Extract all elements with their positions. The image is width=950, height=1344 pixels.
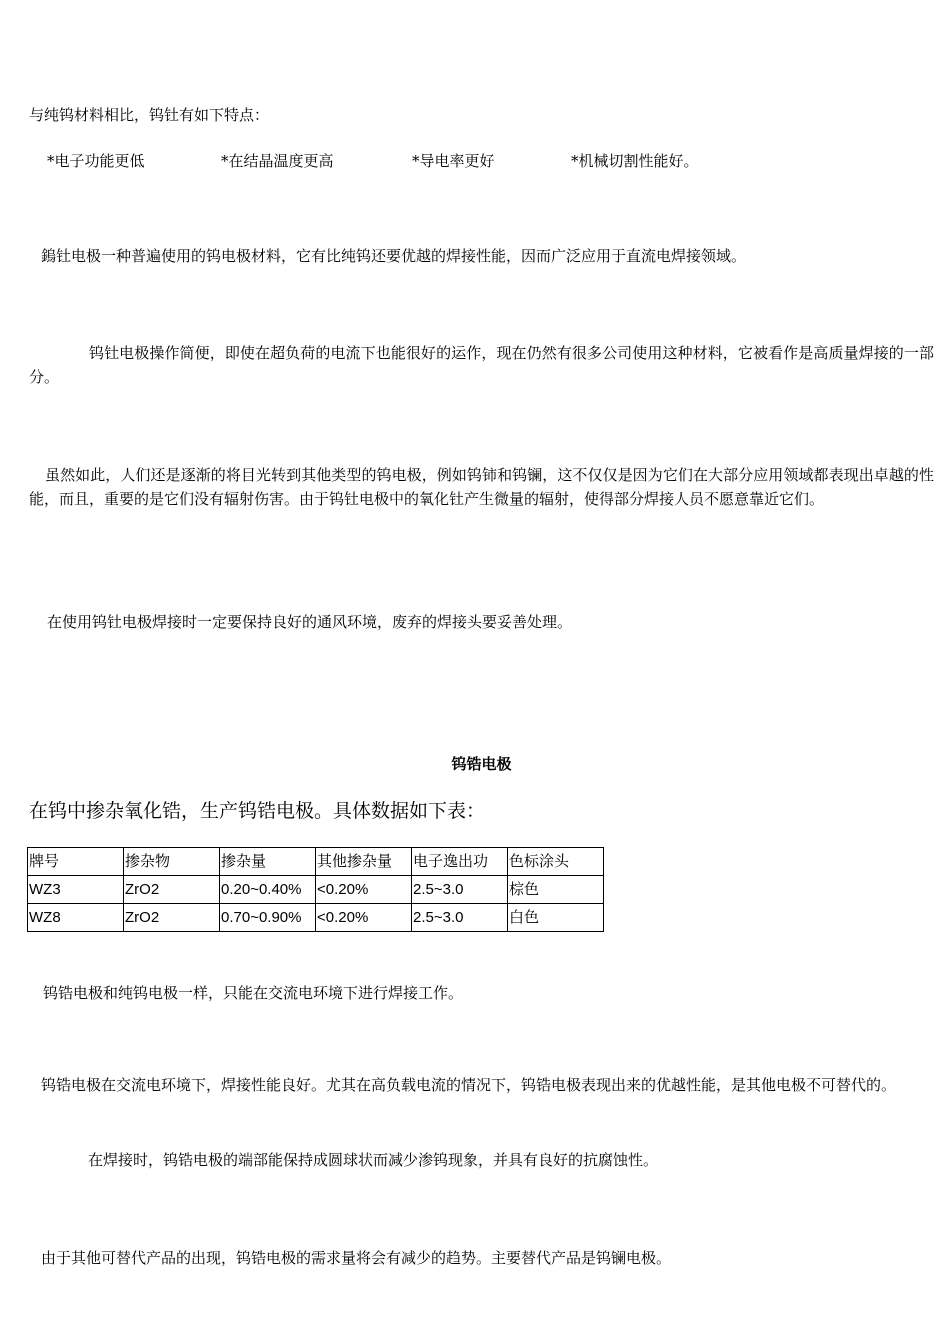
feature-conductivity: *导电率更好 — [412, 152, 495, 170]
paragraph-zirconium-tip: 在焊接时，钨锆电极的端部能保持成圆球状而减少渗钨现象，并具有良好的抗腐蚀性。 — [88, 1151, 659, 1169]
spec-table — [27, 847, 604, 932]
table-header-row — [28, 848, 604, 876]
feature-recrystallization: *在结晶温度更高 — [221, 152, 334, 170]
feature-machinability: *机械切割性能好。 — [571, 152, 699, 170]
section-title: 钨锆电极 — [451, 755, 512, 773]
header-cell: 电子逸出功 — [412, 848, 508, 876]
table-cell: ZrO2 — [124, 904, 220, 932]
header-cell: 色标涂头 — [508, 848, 604, 876]
paragraph-thorium-operation: 钨钍电极操作简便，即使在超负荷的电流下也能很好的运作，现在仍然有很多公司使用这种材料，它被看作是高质量焊接的一部分。 — [29, 344, 934, 386]
header-cell: 其他掺杂量 — [316, 848, 412, 876]
paragraph-thorium-radiation: 虽然如此，人们还是逐渐的将目光转到其他类型的钨电极，例如钨铈和钨镧，这不仅仅是因为它们在大部分应用领域都表现出卓越的性能，而且，重要的是它们没有辐射伤害。由于钨钍电极中的氧化钍产生微量的辐射，使得部分焊接人员不愿意靠近它们。 — [29, 466, 934, 508]
table-cell: 2.5~3.0 — [412, 876, 508, 904]
table-cell: <0.20% — [316, 876, 412, 904]
header-cell: 牌号 — [28, 848, 124, 876]
intro-line: 与纯钨材料相比，钨钍有如下特点： — [29, 106, 270, 124]
table-cell: 棕色 — [508, 876, 604, 904]
section-intro: 在钨中掺杂氧化锆，生产钨锆电极。具体数据如下表： — [29, 800, 486, 822]
table-cell: WZ8 — [28, 904, 124, 932]
table-cell: <0.20% — [316, 904, 412, 932]
table-cell: 0.70~0.90% — [220, 904, 316, 932]
paragraph-zirconium-performance: 钨锆电极在交流电环境下，焊接性能良好。尤其在高负载电流的情况下，钨锆电极表现出来的优越性能，是其他电极不可替代的。 — [41, 1076, 897, 1094]
header-cell: 掺杂物 — [124, 848, 220, 876]
feature-low-work-function: *电子功能更低 — [47, 152, 145, 170]
table-row — [28, 876, 604, 904]
table-cell: 白色 — [508, 904, 604, 932]
paragraph-zirconium-demand: 由于其他可替代产品的出现，钨锆电极的需求量将会有减少的趋势。主要替代产品是钨镧电极。 — [41, 1249, 672, 1267]
header-cell: 掺杂量 — [220, 848, 316, 876]
table-cell: 2.5~3.0 — [412, 904, 508, 932]
table-cell: 0.20~0.40% — [220, 876, 316, 904]
table-cell: ZrO2 — [124, 876, 220, 904]
table-row — [28, 904, 604, 932]
paragraph-thorium-usage: 鎢钍电极一种普遍使用的钨电极材料，它有比纯钨还要优越的焊接性能，因而广泛应用于直流电焊接领域。 — [41, 247, 747, 265]
table-cell: WZ3 — [28, 876, 124, 904]
paragraph-zirconium-ac: 钨锆电极和纯钨电极一样，只能在交流电环境下进行焊接工作。 — [43, 984, 464, 1002]
paragraph-thorium-ventilation: 在使用钨钍电极焊接时一定要保持良好的通风环境，废弃的焊接头要妥善处理。 — [47, 613, 573, 631]
